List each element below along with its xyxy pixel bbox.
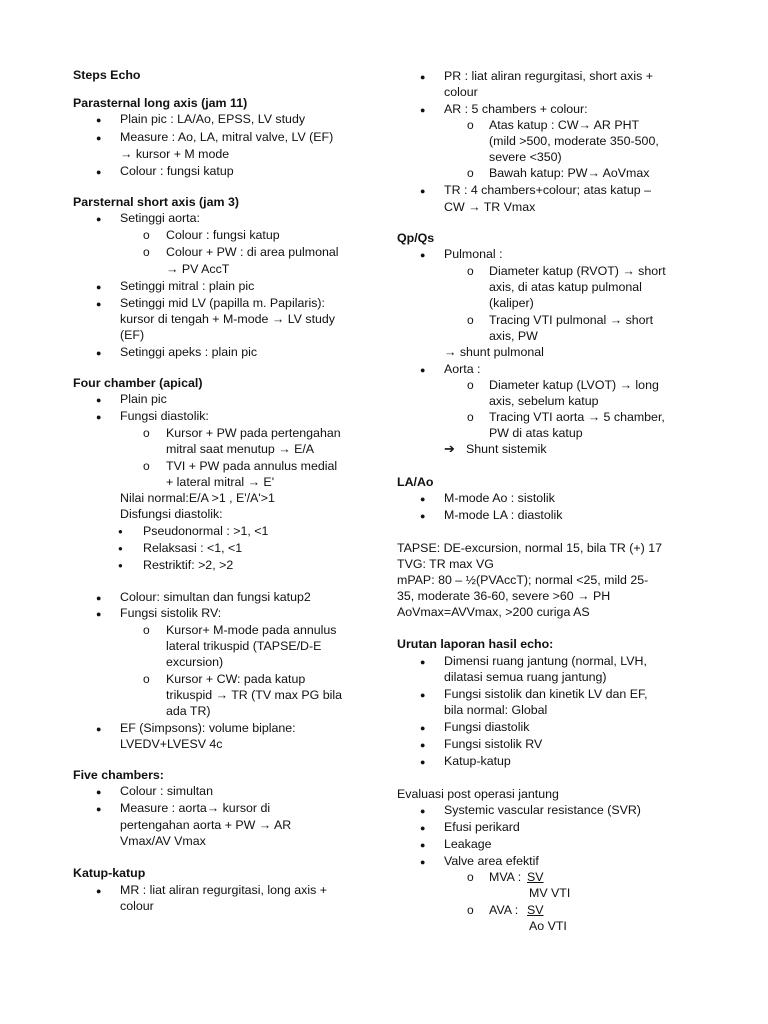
bullet: ● — [420, 723, 426, 733]
bullet: o — [467, 166, 474, 180]
bullet: ● — [420, 840, 426, 850]
bullet: ● — [420, 690, 426, 700]
sub-item: Diameter katup (LVOT) → long — [489, 378, 659, 392]
bullet: ● — [96, 348, 102, 358]
sub-item: Tracing VTI aorta → 5 chamber, — [489, 410, 665, 424]
bullet: o — [467, 313, 474, 327]
list-item-cont: kursor di tengah + M-mode → LV study — [120, 312, 335, 326]
sub-item-cont: PW di atas katup — [489, 426, 583, 440]
sub-item-cont: axis, sebelum katup — [489, 394, 599, 408]
fraction-numerator: SV — [527, 903, 544, 917]
list-item: Fungsi diastolik — [444, 720, 530, 734]
sub-item-cont: excursion) — [166, 655, 224, 669]
paragraph-line: TVG: TR max VG — [397, 557, 494, 571]
list-item: AR : 5 chambers + colour: — [444, 102, 588, 116]
four-chamber-heading: Four chamber (apical) — [73, 376, 203, 390]
bullet: ● — [420, 511, 426, 521]
sub-item: Colour : fungsi katup — [166, 228, 280, 242]
list-item: Leakage — [444, 837, 492, 851]
list-item: Setinggi aorta: — [120, 211, 200, 225]
list-item: Colour: simultan dan fungsi katup2 — [120, 590, 311, 604]
post-op-heading: Evaluasi post operasi jantung — [397, 787, 559, 801]
sub-item: Diameter katup (RVOT) → short — [489, 264, 666, 278]
laao-heading: LA/Ao — [397, 475, 434, 489]
sub-item-cont: + lateral mitral → E' — [166, 475, 275, 489]
bullet: ● — [96, 395, 102, 405]
sub-item-cont: axis, PW — [489, 329, 538, 343]
list-item-cont: → kursor + M mode — [120, 147, 230, 161]
list-item: Fungsi sistolik dan kinetik LV dan EF, — [444, 687, 648, 701]
list-item: Fungsi sistolik RV: — [120, 606, 222, 620]
bullet: o — [467, 870, 474, 884]
list-item-cont: colour — [444, 85, 478, 99]
bullet: ● — [96, 167, 102, 177]
list-item: Systemic vascular resistance (SVR) — [444, 803, 641, 817]
list-item: Setinggi mitral : plain pic — [120, 279, 255, 293]
sub-item: Bawah katup: PW→ AoVmax — [489, 166, 650, 180]
list-item: Setinggi apeks : plain pic — [120, 345, 258, 359]
list-item: TR : 4 chambers+colour; atas katup – — [444, 183, 651, 197]
sub-item-cont: (kaliper) — [489, 296, 534, 310]
list-item: Setinggi mid LV (papilla m. Papilaris): — [120, 296, 325, 310]
bullet: ● — [96, 609, 102, 619]
list-item: Measure : aorta→ kursor di — [120, 801, 271, 815]
bullet: ● — [118, 527, 123, 536]
list-item: Valve area efektif — [444, 854, 539, 868]
mva-label: MVA : — [489, 870, 522, 884]
list-item: EF (Simpsons): volume biplane: — [120, 721, 296, 735]
sub-item: Pseudonormal : >1, <1 — [143, 524, 269, 538]
list-item: Dimensi ruang jantung (normal, LVH, — [444, 654, 647, 668]
sub-item: Relaksasi : <1, <1 — [143, 541, 243, 555]
sub-item-cont: trikuspid → TR (TV max PG bila — [166, 688, 343, 702]
bullet: ● — [420, 365, 426, 375]
fraction-numerator: SV — [527, 870, 544, 884]
urutan-heading: Urutan laporan hasil echo: — [397, 637, 554, 651]
bullet: o — [467, 264, 474, 278]
bullet: ● — [96, 724, 102, 734]
list-item: PR : liat aliran regurgitasi, short axis + — [444, 69, 654, 83]
bullet: o — [143, 245, 150, 259]
bullet: o — [467, 410, 474, 424]
list-item: Aorta : — [444, 362, 481, 376]
list-item: Colour : fungsi katup — [120, 164, 234, 178]
katup-heading: Katup-katup — [73, 866, 146, 880]
arrow-icon: ➔ — [444, 441, 455, 456]
fraction-denominator: Ao VTI — [529, 919, 567, 933]
list-item-cont: Vmax/AV Vmax — [120, 834, 206, 848]
list-item-cont: LVEDV+LVESV 4c — [120, 737, 223, 751]
bullet: ● — [118, 561, 123, 570]
normal-values: Nilai normal:E/A >1 , E'/A'>1 — [120, 491, 275, 505]
five-chambers-heading: Five chambers: — [73, 768, 164, 782]
paragraph-line: mPAP: 80 – ½(PVAccT); normal <25, mild 25- — [397, 573, 649, 587]
bullet: ● — [420, 72, 426, 82]
sub-item: Colour + PW : di area pulmonal — [166, 245, 339, 259]
sub-item: Kursor+ M-mode pada annulus — [166, 623, 337, 637]
sub-item-cont: (mild >500, moderate 350-500, — [489, 134, 659, 148]
psax-heading: Parsternal short axis (jam 3) — [73, 195, 239, 209]
sub-item-cont: axis, di atas katup pulmonal — [489, 280, 642, 294]
list-item: Plain pic : LA/Ao, EPSS, LV study — [120, 112, 306, 126]
list-item: Fungsi diastolik: — [120, 409, 209, 423]
sub-item: Kursor + CW: pada katup — [166, 672, 306, 686]
list-item-cont: (EF) — [120, 328, 145, 342]
bullet: ● — [420, 823, 426, 833]
bullet: o — [143, 228, 150, 242]
sub-item: TVI + PW pada annulus medial — [166, 459, 338, 473]
bullet: ● — [420, 757, 426, 767]
bullet: o — [143, 459, 150, 473]
list-item: Efusi perikard — [444, 820, 520, 834]
list-text: Disfungsi diastolik: — [120, 507, 223, 521]
bullet: ● — [420, 657, 426, 667]
list-item: Measure : Ao, LA, mitral valve, LV (EF) — [120, 130, 334, 144]
bullet: ● — [420, 494, 426, 504]
list-text: → shunt pulmonal — [444, 345, 544, 359]
list-text: Shunt sistemik — [466, 442, 547, 456]
list-item: M-mode LA : diastolik — [444, 508, 563, 522]
bullet: o — [143, 623, 150, 637]
list-item-cont: bila normal: Global — [444, 703, 548, 717]
bullet: ● — [118, 544, 123, 553]
bullet: ● — [420, 806, 426, 816]
bullet: ● — [420, 105, 426, 115]
sub-item: Kursor + PW pada pertengahan — [166, 426, 341, 440]
paragraph-line: TAPSE: DE-excursion, normal 15, bila TR (+) 17 — [397, 541, 663, 555]
bullet: ● — [96, 412, 102, 422]
doc-title: Steps Echo — [73, 68, 141, 82]
ava-label: AVA : — [489, 903, 519, 917]
list-item-cont: colour — [120, 899, 154, 913]
sub-item-cont: severe <350) — [489, 150, 562, 164]
list-item-cont: CW → TR Vmax — [444, 200, 536, 214]
bullet: ● — [96, 593, 102, 603]
paragraph-line: AoVmax=AVVmax, >200 curiga AS — [397, 605, 590, 619]
fraction-denominator: MV VTI — [529, 886, 571, 900]
list-item-cont: dilatasi semua ruang jantung) — [444, 670, 607, 684]
plax-heading: Parasternal long axis (jam 11) — [73, 96, 248, 110]
bullet: o — [467, 378, 474, 392]
list-item: Pulmonal : — [444, 247, 503, 261]
bullet: ● — [96, 787, 102, 797]
bullet: ● — [96, 804, 102, 814]
bullet: o — [467, 903, 474, 917]
sub-item: Tracing VTI pulmonal → short — [489, 313, 654, 327]
bullet: ● — [420, 740, 426, 750]
bullet: o — [143, 426, 150, 440]
sub-item-cont: ada TR) — [166, 704, 211, 718]
bullet: ● — [96, 214, 102, 224]
list-item-cont: pertengahan aorta + PW → AR — [120, 818, 292, 832]
bullet: ● — [420, 186, 426, 196]
list-item: Fungsi sistolik RV — [444, 737, 543, 751]
sub-item-cont: lateral trikuspid (TAPSE/D-E — [166, 639, 322, 653]
bullet: o — [143, 672, 150, 686]
bullet: ● — [96, 115, 102, 125]
bullet: ● — [96, 133, 102, 143]
paragraph-line: 35, moderate 36-60, severe >60 → PH — [397, 589, 611, 603]
bullet: ● — [420, 250, 426, 260]
list-item: Colour : simultan — [120, 784, 213, 798]
bullet: o — [467, 118, 474, 132]
list-item: M-mode Ao : sistolik — [444, 491, 555, 505]
list-item: Plain pic — [120, 392, 167, 406]
bullet: ● — [96, 299, 102, 309]
qpqs-heading: Qp/Qs — [397, 231, 435, 245]
bullet: ● — [420, 857, 426, 867]
sub-item-cont: → PV AccT — [166, 262, 230, 276]
list-item: Katup-katup — [444, 754, 511, 768]
list-item: MR : liat aliran regurgitasi, long axis + — [120, 883, 327, 897]
sub-item: Restriktif: >2, >2 — [143, 558, 234, 572]
sub-item: Atas katup : CW→ AR PHT — [489, 118, 640, 132]
bullet: ● — [96, 886, 102, 896]
sub-item-cont: mitral saat menutup → E/A — [166, 442, 315, 456]
bullet: ● — [96, 282, 102, 292]
